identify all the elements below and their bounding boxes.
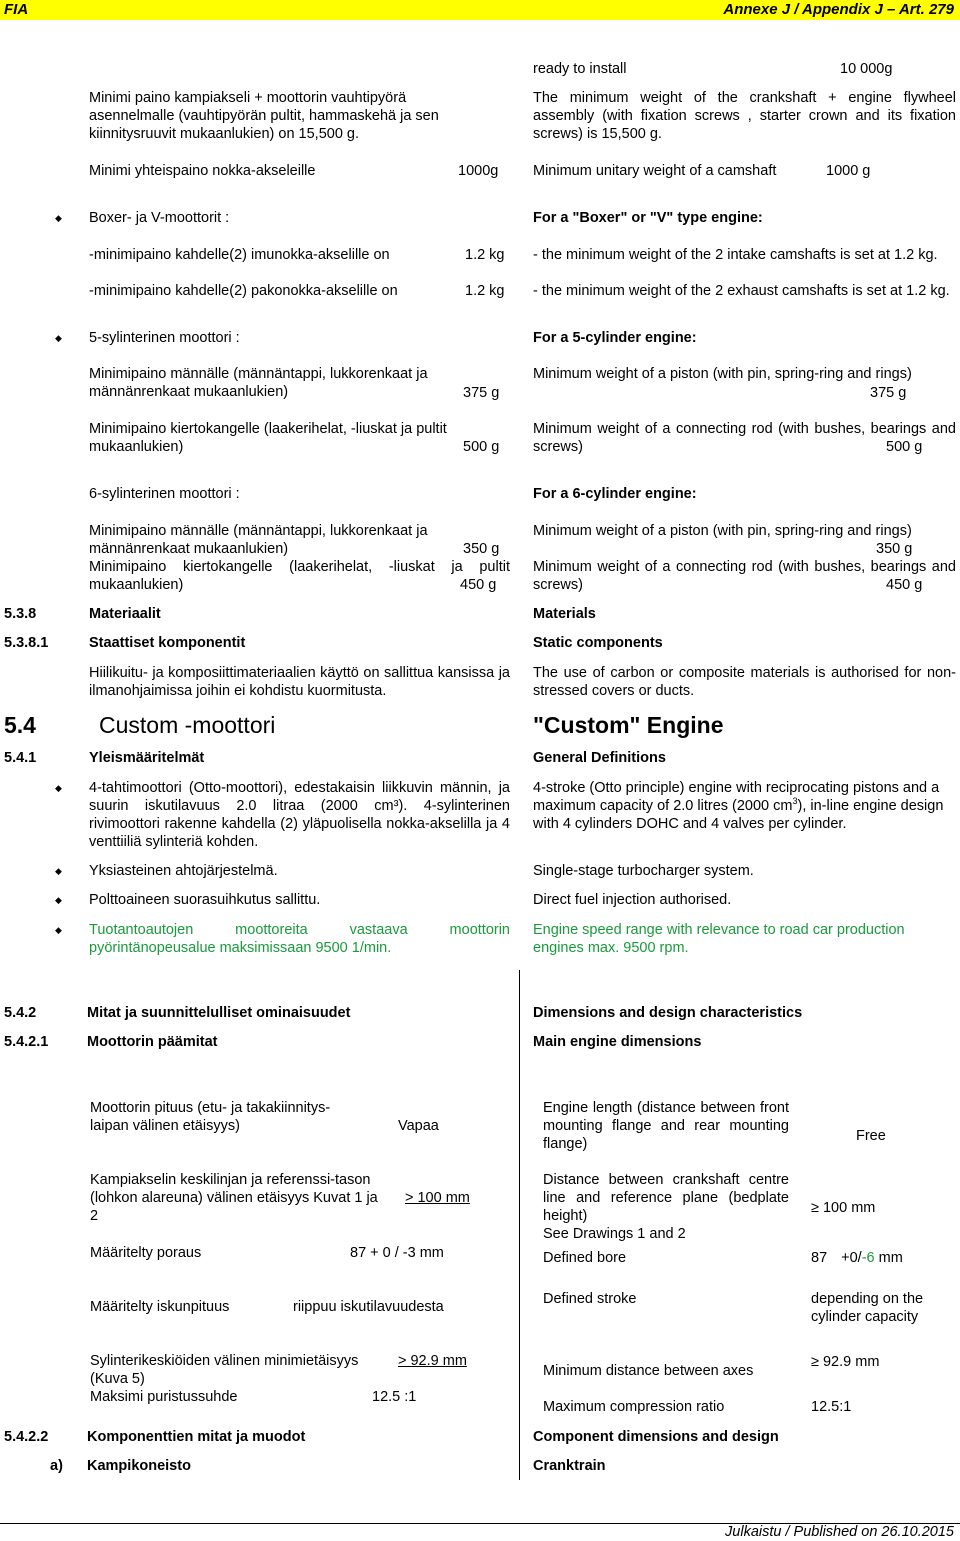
en-6cyl-rod-value: 450 g (886, 577, 923, 593)
en-bullet-engine: 4-stroke (Otto principle) engine with reciprocating pistons and a maximum capacity of 2.0 litres (2000 $cm^3$), in-line engine design with 4 cylinders DOHC and 4 valves per cylinder. (533, 780, 944, 832)
fi-6cyl-title: 6-sylinterinen moottori : (89, 486, 240, 502)
en-crank-height-value: ≥ 100 mm (811, 1200, 876, 1216)
fi-intake-value: 1.2 kg (465, 247, 505, 263)
fi-custom-heading: Custom -moottori (99, 712, 276, 738)
en-crank-height: Distance between crankshaft centre line and reference plane (bedplate height) (543, 1172, 789, 1224)
section-number: 5.4.1 (4, 750, 37, 766)
fi-6cyl-piston: Minimipaino männälle (männäntappi, lukkorenkaat ja männänrenkaat mukaanlukien) (89, 523, 428, 557)
fi-compression: Maksimi puristussuhde (90, 1389, 238, 1405)
section-number: 5.4.2.2 (4, 1429, 49, 1445)
en-axes-value: ≥ 92.9 mm (811, 1354, 880, 1370)
bullet-icon: ◆ (55, 333, 62, 343)
fi-intake: -minimipaino kahdelle(2) imunokka-akselille on (89, 247, 390, 263)
fi-main-dimensions-heading: Moottorin päämitat (87, 1034, 218, 1050)
fi-stroke-value: riippuu iskutilavuudesta (293, 1299, 444, 1315)
en-5cyl-title: For a 5-cylinder engine: (533, 330, 697, 346)
en-engine-length-value: Free (856, 1128, 886, 1144)
fi-5cyl-rod-value: 500 g (463, 439, 500, 455)
en-cranktrain-heading: Cranktrain (533, 1458, 606, 1474)
bullet-icon: ◆ (55, 783, 62, 793)
fi-exhaust: -minimipaino kahdelle(2) pakonokka-akselille on (89, 283, 398, 299)
fi-bullet-injection: Polttoaineen suorasuihkutus sallittu. (89, 892, 321, 908)
fi-exhaust-value: 1.2 kg (465, 283, 505, 299)
en-engine-length: Engine length (distance between front mounting flange and rear mounting flange) (543, 1100, 789, 1152)
en-intake: - the minimum weight of the 2 intake camshafts is set at 1.2 kg. (533, 247, 938, 263)
ready-to-install: ready to install (533, 61, 627, 77)
bullet-icon: ◆ (55, 925, 62, 935)
fi-axes: Sylinterikeskiöiden välinen minimietäisyys (90, 1353, 359, 1369)
fi-6cyl-rod: Minimipaino kiertokangelle (laakerihelat, -liuskat ja pultit mukaanlukien) (89, 559, 510, 593)
fi-5cyl-piston: Minimipaino männälle (männäntappi, lukkorenkaat ja männänrenkaat mukaanlukien) (89, 366, 428, 400)
en-static-heading: Static components (533, 635, 663, 651)
fi-5cyl-rod: Minimipaino kiertokangelle (laakerihelat, -liuskat ja pultit mukaanlukien) (89, 421, 447, 455)
fi-bore-value: 87 + 0 / -3 mm (350, 1245, 444, 1261)
en-crank-height-drawings: See Drawings 1 and 2 (543, 1226, 686, 1242)
en-5cyl-piston: Minimum weight of a piston (with pin, spring-ring and rings) (533, 366, 912, 382)
en-bullet-speed: Engine speed range with relevance to road car production engines max. 9500 rpm. (533, 922, 905, 956)
en-exhaust: - the minimum weight of the 2 exhaust camshafts is set at 1.2 kg. (533, 283, 950, 299)
en-bore: Defined bore (543, 1250, 627, 1266)
fi-stroke: Määritelty iskunpituus (90, 1299, 230, 1315)
section-number: 5.4.2.1 (4, 1034, 49, 1050)
en-6cyl-piston-value: 350 g (876, 541, 913, 557)
ready-value: 10 000g (840, 61, 893, 77)
section-number: 5.4.2 (4, 1005, 37, 1021)
fi-crank-weight: Minimi paino kampiakseli + moottorin vauhtipyörä asennelmalle (vauhtipyörän pultit, hammaskehä ja sen kiinnitysruuvit mukaanlukien) on 15,500 g. (89, 90, 439, 142)
fi-materials-heading: Materiaalit (89, 606, 161, 622)
en-components-heading: Component dimensions and design (533, 1429, 779, 1445)
en-bullet-injection: Direct fuel injection authorised. (533, 892, 732, 908)
fi-engine-length: Moottorin pituus (etu- ja takakiinnitys-laipan välinen etäisyys) (90, 1100, 331, 1134)
en-axes: Minimum distance between axes (543, 1363, 754, 1379)
en-compression-value: 12.5:1 (811, 1399, 852, 1415)
section-number: 5.3.8.1 (4, 635, 49, 651)
en-materials-text: The use of carbon or composite materials is authorised for non-stressed covers or ducts. (533, 665, 956, 699)
en-6cyl-title: For a 6-cylinder engine: (533, 486, 697, 502)
en-stroke: Defined stroke (543, 1291, 637, 1307)
fi-bullet-speed: Tuotantoautojen moottoreita vastaava moottorin pyörintänopeusalue maksimissaan 9500 1/min. (89, 922, 510, 956)
en-crank-weight: The minimum weight of the crankshaft + engine flywheel assembly (with fixation screws , starter crown and its fixation screws) is 15,500 g. (533, 90, 956, 142)
en-6cyl-piston: Minimum weight of a piston (with pin, spring-ring and rings) (533, 523, 912, 539)
column-divider (519, 970, 520, 1480)
fi-bore: Määritelty poraus (90, 1245, 202, 1261)
en-camshaft-weight: Minimum unitary weight of a camshaft (533, 163, 777, 179)
en-main-dimensions-heading: Main engine dimensions (533, 1034, 702, 1050)
en-boxer-title: For a "Boxer" or "V" type engine: (533, 210, 763, 226)
en-definitions-heading: General Definitions (533, 750, 666, 766)
en-materials-heading: Materials (533, 606, 596, 622)
fi-bullet-turbo: Yksiasteinen ahtojärjestelmä. (89, 863, 278, 879)
fi-materials-text: Hiilikuitu- ja komposiittimateriaalien käyttö on sallittua kansissa ja ilmanohjaimissa joihin ei kohdistu kuormitusta. (89, 665, 510, 699)
bullet-icon: ◆ (55, 895, 62, 905)
fi-6cyl-piston-value: 350 g (463, 541, 500, 557)
bullet-icon: ◆ (55, 213, 62, 223)
en-5cyl-rod: Minimum weight of a connecting rod (with bushes, bearings and screws) (533, 421, 956, 455)
en-camshaft-value: 1000 g (826, 163, 871, 179)
fi-camshaft-weight: Minimi yhteispaino nokka-akseleille (89, 163, 316, 179)
fi-cranktrain-heading: Kampikoneisto (87, 1458, 191, 1474)
en-bullet-turbo: Single-stage turbocharger system. (533, 863, 754, 879)
en-custom-heading: "Custom" Engine (533, 712, 724, 738)
fi-crank-height: Kampiakselin keskilinjan ja referenssi-tason (lohkon alareuna) välinen etäisyys Kuvat 1 ja 2 (90, 1172, 378, 1224)
item-letter: a) (50, 1458, 63, 1474)
fi-engine-length-value: Vapaa (398, 1118, 439, 1134)
header-annex: Annexe J / Appendix J – Art. 279 (723, 1, 954, 18)
fi-boxer-title: Boxer- ja V-moottorit : (89, 210, 230, 226)
header-fia: FIA (4, 1, 29, 18)
en-5cyl-piston-value: 375 g (870, 385, 907, 401)
fi-static-heading: Staattiset komponentit (89, 635, 246, 651)
bullet-icon: ◆ (55, 866, 62, 876)
fi-dimensions-heading: Mitat ja suunnittelulliset ominaisuudet (87, 1005, 351, 1021)
en-5cyl-rod-value: 500 g (886, 439, 923, 455)
en-6cyl-rod: Minimum weight of a connecting rod (with bushes, bearings and screws) (533, 559, 956, 593)
en-dimensions-heading: Dimensions and design characteristics (533, 1005, 803, 1021)
fi-compression-value: 12.5 :1 (372, 1389, 417, 1405)
section-number: 5.3.8 (4, 606, 37, 622)
fi-5cyl-title: 5-sylinterinen moottori : (89, 330, 240, 346)
section-number: 5.4 (4, 712, 36, 738)
fi-axes-figure: (Kuva 5) (90, 1371, 145, 1387)
fi-bullet-engine: 4-tahtimoottori (Otto-moottori), edestakaisin liikkuvin männin, ja suurin iskutilavuus 2.0 litraa (2000 cm³). 4-sylinterinen rivimoottori rakenne kahdella (2) yläpuolisella nokka-akselilla ja 4 venttiiliä sylinteriä kohden. (89, 780, 510, 850)
fi-6cyl-rod-value: 450 g (460, 577, 497, 593)
footer-published: Julkaistu / Published on 26.10.2015 (725, 1524, 954, 1540)
fi-crank-height-value: > 100 mm (405, 1190, 470, 1206)
en-stroke-value: depending on the cylinder capacity (811, 1291, 924, 1325)
en-bore-value: 87 +0/-6 mm (811, 1250, 903, 1266)
en-compression: Maximum compression ratio (543, 1399, 725, 1415)
fi-definitions-heading: Yleismääritelmät (89, 750, 205, 766)
fi-components-heading: Komponenttien mitat ja muodot (87, 1429, 306, 1445)
fi-camshaft-value: 1000g (458, 163, 499, 179)
fi-axes-value: > 92.9 mm (398, 1353, 467, 1369)
fi-5cyl-piston-value: 375 g (463, 385, 500, 401)
